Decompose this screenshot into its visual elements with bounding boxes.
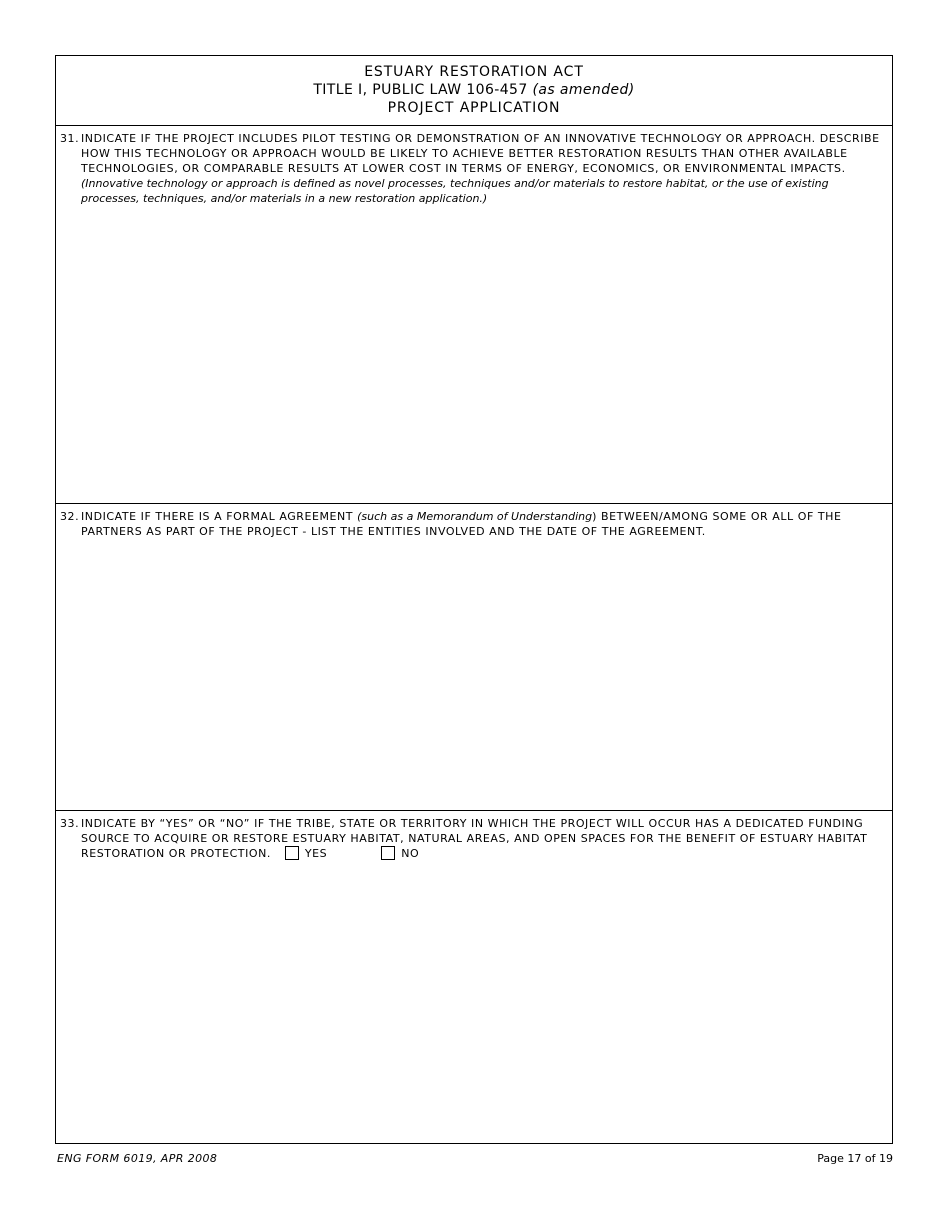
question-31-note: (Innovative technology or approach is defined as novel processes, techniques and/or materials to restore habitat, or the use of existing processes, techniques, and/or materials in a new restoration application.) [81, 177, 829, 205]
question-32-text-start: INDICATE IF THERE IS A FORMAL AGREEMENT [81, 510, 358, 523]
no-checkbox[interactable] [381, 846, 395, 860]
question-33-text: INDICATE BY “YES” OR “NO” IF THE TRIBE, STATE OR TERRITORY IN WHICH THE PROJECT WILL OCCUR HAS A DEDICATED FUNDING SOURCE TO ACQUIRE OR RESTORE ESTUARY HABITAT, NATURAL AREAS, AND OPEN SPACES FOR THE BENEFIT OF ESTUARY HABITAT RESTORATION OR PROTECTION. [81, 817, 868, 860]
form-header [56, 56, 892, 126]
question-31-text: INDICATE IF THE PROJECT INCLUDES PILOT TESTING OR DEMONSTRATION OF AN INNOVATIVE TECHNOLOGY OR APPROACH. DESCRIBE HOW THIS TECHNOLOGY OR APPROACH WOULD BE LIKELY TO ACHIEVE BETTER RESTORATION RESULTS THAN OTHER AVAILABLE TECHNOLOGIES, OR COMPARABLE RESULTS AT LOWER COST IN TERMS OF ENERGY, ECONOMICS, OR ENVIRONMENTAL IMPACTS. [81, 132, 880, 175]
question-32-number: 32. [60, 510, 80, 523]
header-amended: (as amended) [532, 82, 635, 98]
page-number: Page 17 of 19 [817, 1152, 893, 1165]
question-33 [60, 816, 886, 861]
question-33-section[interactable] [56, 811, 892, 1143]
header-title: ESTUARY RESTORATION ACT [364, 64, 584, 80]
application-form [55, 55, 893, 1144]
no-label: NO [401, 847, 420, 860]
header-subtitle [56, 81, 892, 99]
question-32-section[interactable] [56, 504, 892, 811]
question-33-number: 33. [60, 817, 80, 830]
yes-checkbox[interactable] [285, 846, 299, 860]
question-32 [60, 509, 886, 539]
header-application: PROJECT APPLICATION [387, 100, 561, 116]
question-32-italic: (such as a Memorandum of Understanding [357, 510, 593, 523]
form-id: ENG FORM 6019, APR 2008 [57, 1152, 218, 1165]
yes-label: YES [304, 847, 328, 860]
header-law: TITLE I, PUBLIC LAW 106-457 [313, 82, 533, 98]
question-31-number: 31. [60, 132, 80, 145]
question-31 [60, 131, 886, 206]
question-32-text-end: ) BETWEEN/AMONG SOME OR ALL OF THE PARTNERS AS PART OF THE PROJECT - LIST THE ENTITIES INVOLVED AND THE DATE OF THE AGREEMENT. [81, 510, 842, 538]
question-31-section[interactable] [56, 126, 892, 504]
